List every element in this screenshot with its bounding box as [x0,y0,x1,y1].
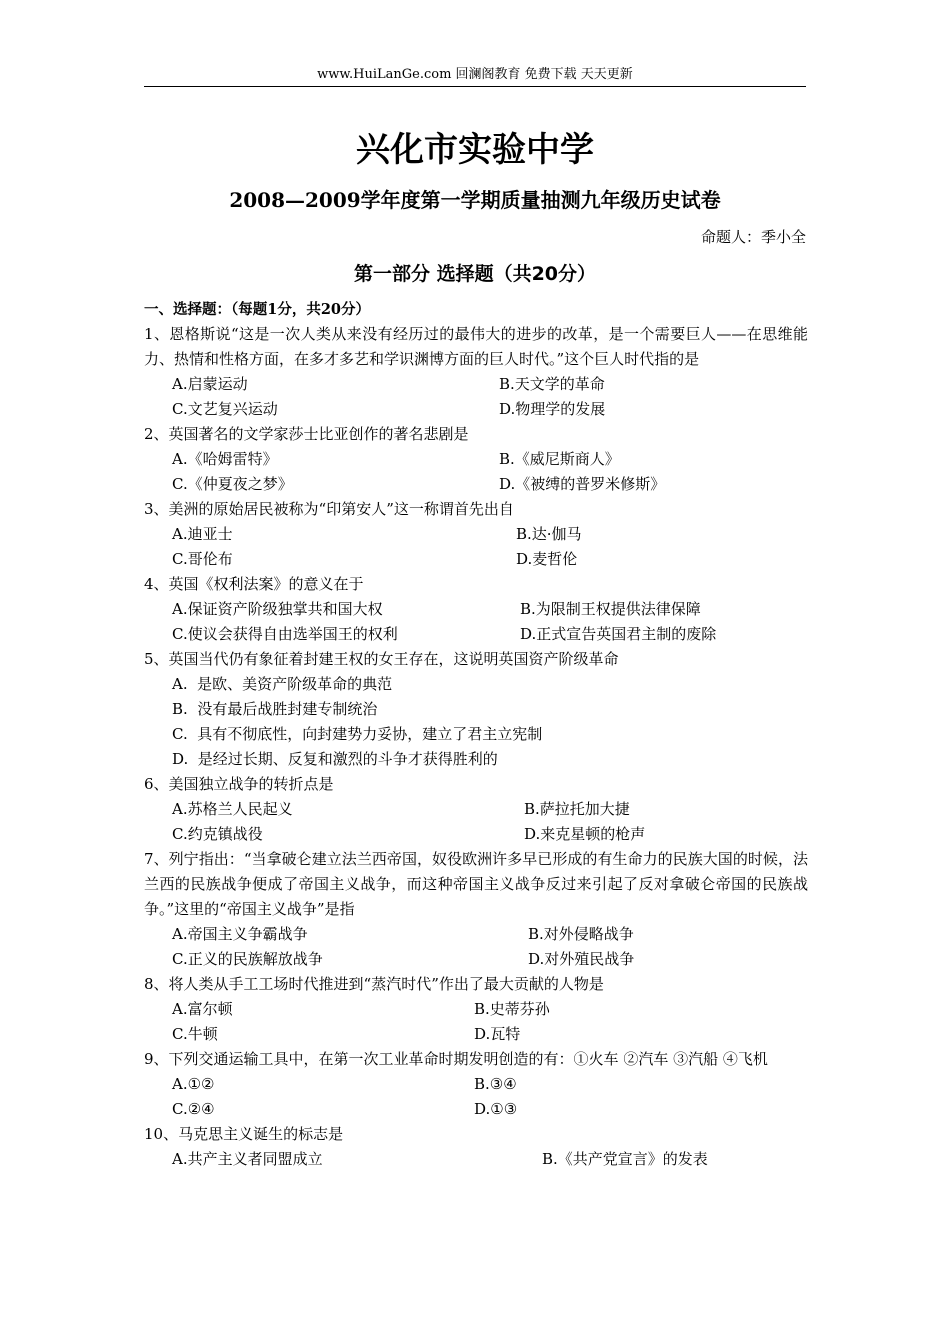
option-a: A. 是欧、美资产阶级革命的典范 [172,675,393,693]
option-c: C.《仲夏夜之梦》 [172,475,293,493]
option-a: A.共产主义者同盟成立 [172,1150,323,1168]
question-2-options [144,447,808,497]
option-c: C.牛顿 [172,1025,218,1043]
question-10-options [144,1147,808,1172]
page-header: www.HuiLanGe.com 回澜阁教育 免费下载 天天更新 [144,66,806,87]
option-a: A.苏格兰人民起义 [172,800,293,818]
question-5-options [144,672,808,772]
option-b: B.萨拉托加大捷 [524,800,630,818]
exam-subtitle: 2008—2009学年度第一学期质量抽测九年级历史试卷 [229,188,721,212]
option-c: C.文艺复兴运动 [172,400,278,418]
question-1-options [144,372,808,422]
question-5: 5、英国当代仍有象征着封建王权的女王存在，这说明英国资产阶级革命 [144,650,619,668]
option-c: C.正义的民族解放战争 [172,950,323,968]
question-2: 2、英国著名的文学家莎士比亚创作的著名悲剧是 [144,425,469,443]
option-a: A.《哈姆雷特》 [172,450,278,468]
option-d: D.物理学的发展 [499,400,606,418]
option-a: A.富尔顿 [172,1000,233,1018]
author-line: 命题人：季小全 [700,228,806,246]
question-7-options [144,922,808,972]
option-c: C.约克镇战役 [172,825,263,843]
question-8: 8、将人类从手工工场时代推进到“蒸汽时代”作出了最大贡献的人物是 [144,975,604,993]
question-1: 1、恩格斯说“这是一次人类从来没有经历过的最伟大的进步的改革，是一个需要巨人——在思维能力、热情和性格方面，在多才多艺和学识渊博方面的巨人时代。”这个巨人时代指的是 [144,325,808,368]
question-6: 6、美国独立战争的转折点是 [144,775,334,793]
question-10: 10、马克思主义诞生的标志是 [144,1125,344,1143]
part-heading: 第一部分 选择题（共20分） [353,263,597,285]
question-4-options [144,597,808,647]
option-c: C.②④ [172,1100,215,1118]
option-d: D.麦哲伦 [516,550,578,568]
option-b: B.天文学的革命 [499,375,605,393]
option-a: A.①② [172,1075,215,1093]
question-6-options [144,797,808,847]
option-b: B.史蒂芬孙 [474,1000,550,1018]
question-list [144,322,808,1172]
option-b: B.达·伽马 [516,525,582,543]
school-title: 兴化市实验中学 [356,130,594,170]
option-b: B.《共产党宣言》的发表 [542,1150,708,1168]
question-7: 7、列宁指出：“当拿破仑建立法兰西帝国，奴役欧洲许多早已形成的有生命力的民族大国的时候，法兰西的民族战争便成了帝国主义战争，而这种帝国主义战争反过来引起了反对拿破仑帝国的民族战争。”这里的“帝国主义战争”是指 [144,850,808,918]
option-c: C.使议会获得自由选举国王的权利 [172,625,398,643]
option-d: D.①③ [474,1100,518,1118]
option-d: D.瓦特 [474,1025,521,1043]
option-b: B. 没有最后战胜封建专制统治 [172,700,378,718]
option-a: A.迪亚士 [172,525,233,543]
option-b: B.③④ [474,1075,517,1093]
question-3-options [144,522,808,572]
question-4: 4、英国《权利法案》的意义在于 [144,575,364,593]
section-heading: 一、选择题：（每题1分，共20分） [144,301,371,318]
option-a: A.帝国主义争霸战争 [172,925,308,943]
question-9: 9、下列交通运输工具中，在第一次工业革命时期发明创造的有：①火车 ②汽车 ③汽船 ④飞机 [144,1050,768,1068]
option-c: C. 具有不彻底性，向封建势力妥协，建立了君主立宪制 [172,725,543,743]
option-b: B.为限制王权提供法律保障 [520,600,701,618]
option-c: C.哥伦布 [172,550,233,568]
option-a: A.保证资产阶级独掌共和国大权 [172,600,383,618]
option-d: D.《被缚的普罗米修斯》 [499,475,666,493]
question-3: 3、美洲的原始居民被称为“印第安人”这一称谓首先出自 [144,500,514,518]
option-d: D.对外殖民战争 [528,950,635,968]
option-d: D.来克星顿的枪声 [524,825,646,843]
option-a: A.启蒙运动 [172,375,248,393]
option-b: B.《威尼斯商人》 [499,450,620,468]
question-8-options [144,997,808,1047]
option-d: D. 是经过长期、反复和激烈的斗争才获得胜利的 [172,750,498,768]
question-9-options [144,1072,808,1122]
option-d: D.正式宣告英国君主制的废除 [520,625,717,643]
option-b: B.对外侵略战争 [528,925,634,943]
